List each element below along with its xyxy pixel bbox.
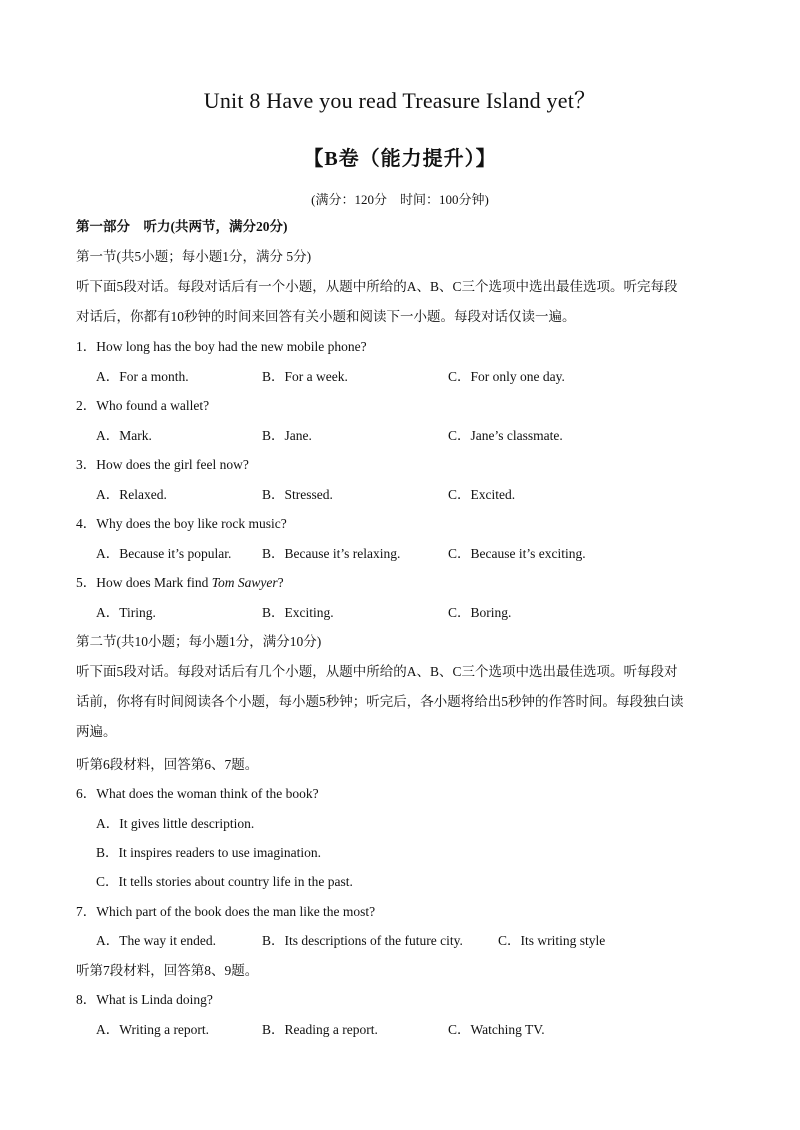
question-7-option-b: B．Its descriptions of the future city. <box>262 933 463 948</box>
passage-7-note: 听第7段材料，回答第8、9题。 <box>76 963 259 978</box>
section2-instructions-line1: 听下面5段对话。每段对话后有几个小题，从题中所给的A、B、C三个选项中选出最佳选项。听每段对 <box>76 664 678 679</box>
question-8-stem: 8．What is Linda doing? <box>76 992 213 1007</box>
question-1-option-a: A．For a month. <box>96 369 189 384</box>
question-6-stem: 6．What does the woman think of the book? <box>76 786 319 801</box>
question-5-stem <box>76 574 726 592</box>
passage-6-note: 听第6段材料，回答第6、7题。 <box>76 757 259 772</box>
question-4-stem: 4．Why does the boy like rock music? <box>76 516 287 531</box>
section2-instructions-line2: 话前，你将有时间阅读各个小题，每小题5秒钟；听完后，各小题将给出5秒钟的作答时间。每段独白读 <box>76 694 684 709</box>
question-7-option-c: C．Its writing style <box>498 933 606 948</box>
question-3-stem: 3．How does the girl feel now? <box>76 457 249 472</box>
question-7-stem: 7．Which part of the book does the man like the most? <box>76 904 376 919</box>
question-1-option-b: B．For a week. <box>262 369 348 384</box>
question-5-stem-text: 5．How does Mark find <box>76 575 212 590</box>
question-3-option-b: B．Stressed. <box>262 487 333 502</box>
section2-heading: 第二节(共10小题；每小题1分，满分10分) <box>76 634 322 649</box>
question-2-option-a: A．Mark. <box>96 428 152 443</box>
part1-heading: 第一部分 听力(共两节，满分20分) <box>76 219 288 234</box>
section2-instructions-line3: 两遍。 <box>76 724 117 739</box>
book-title: Tom Sawyer <box>211 575 278 590</box>
question-4-option-c: C．Because it’s exciting. <box>448 546 586 561</box>
question-8-option-a: A．Writing a report. <box>96 1022 210 1037</box>
question-2-option-c: C．Jane’s classmate. <box>448 428 563 443</box>
question-1-option-c: C．For only one day. <box>448 369 565 384</box>
question-2-stem: 2．Who found a wallet? <box>76 398 210 413</box>
question-7-option-a: A．The way it ended. <box>96 933 216 948</box>
question-6-option-a: A．It gives little description. <box>96 816 255 831</box>
question-4-option-b: B．Because it’s relaxing. <box>262 546 401 561</box>
question-6-option-c: C．It tells stories about country life in the past. <box>96 874 353 889</box>
page-title: Unit 8 Have you read Treasure Island yet？ <box>203 88 597 113</box>
question-4-option-a: A．Because it’s popular. <box>96 546 232 561</box>
question-6-option-b: B．It inspires readers to use imagination. <box>96 845 321 860</box>
question-3-option-c: C．Excited. <box>448 487 516 502</box>
question-8-option-b: B．Reading a report. <box>262 1022 378 1037</box>
question-5-option-b: B．Exciting. <box>262 605 334 620</box>
question-5-stem-end: ? <box>277 575 284 590</box>
section1-instructions-line1: 听下面5段对话。每段对话后有一个小题，从题中所给的A、B、C三个选项中选出最佳选项。听完每段 <box>76 279 678 294</box>
paper-subtitle: 【B卷（能力提升）】 <box>303 148 497 170</box>
section1-heading: 第一节(共5小题；每小题1分，满分 5分) <box>76 249 312 264</box>
score-time-info: (满分：120分 时间：100分钟) <box>311 192 489 207</box>
question-8-option-c: C．Watching TV. <box>448 1022 545 1037</box>
question-5-option-c: C．Boring. <box>448 605 512 620</box>
section1-instructions-line2: 对话后，你都有10秒钟的时间来回答有关小题和阅读下一小题。每段对话仅读一遍。 <box>76 309 576 324</box>
question-5-option-a: A．Tiring. <box>96 605 156 620</box>
question-1-stem: 1．How long has the boy had the new mobile phone? <box>76 339 367 354</box>
question-2-option-b: B．Jane. <box>262 428 312 443</box>
question-3-option-a: A．Relaxed. <box>96 487 167 502</box>
